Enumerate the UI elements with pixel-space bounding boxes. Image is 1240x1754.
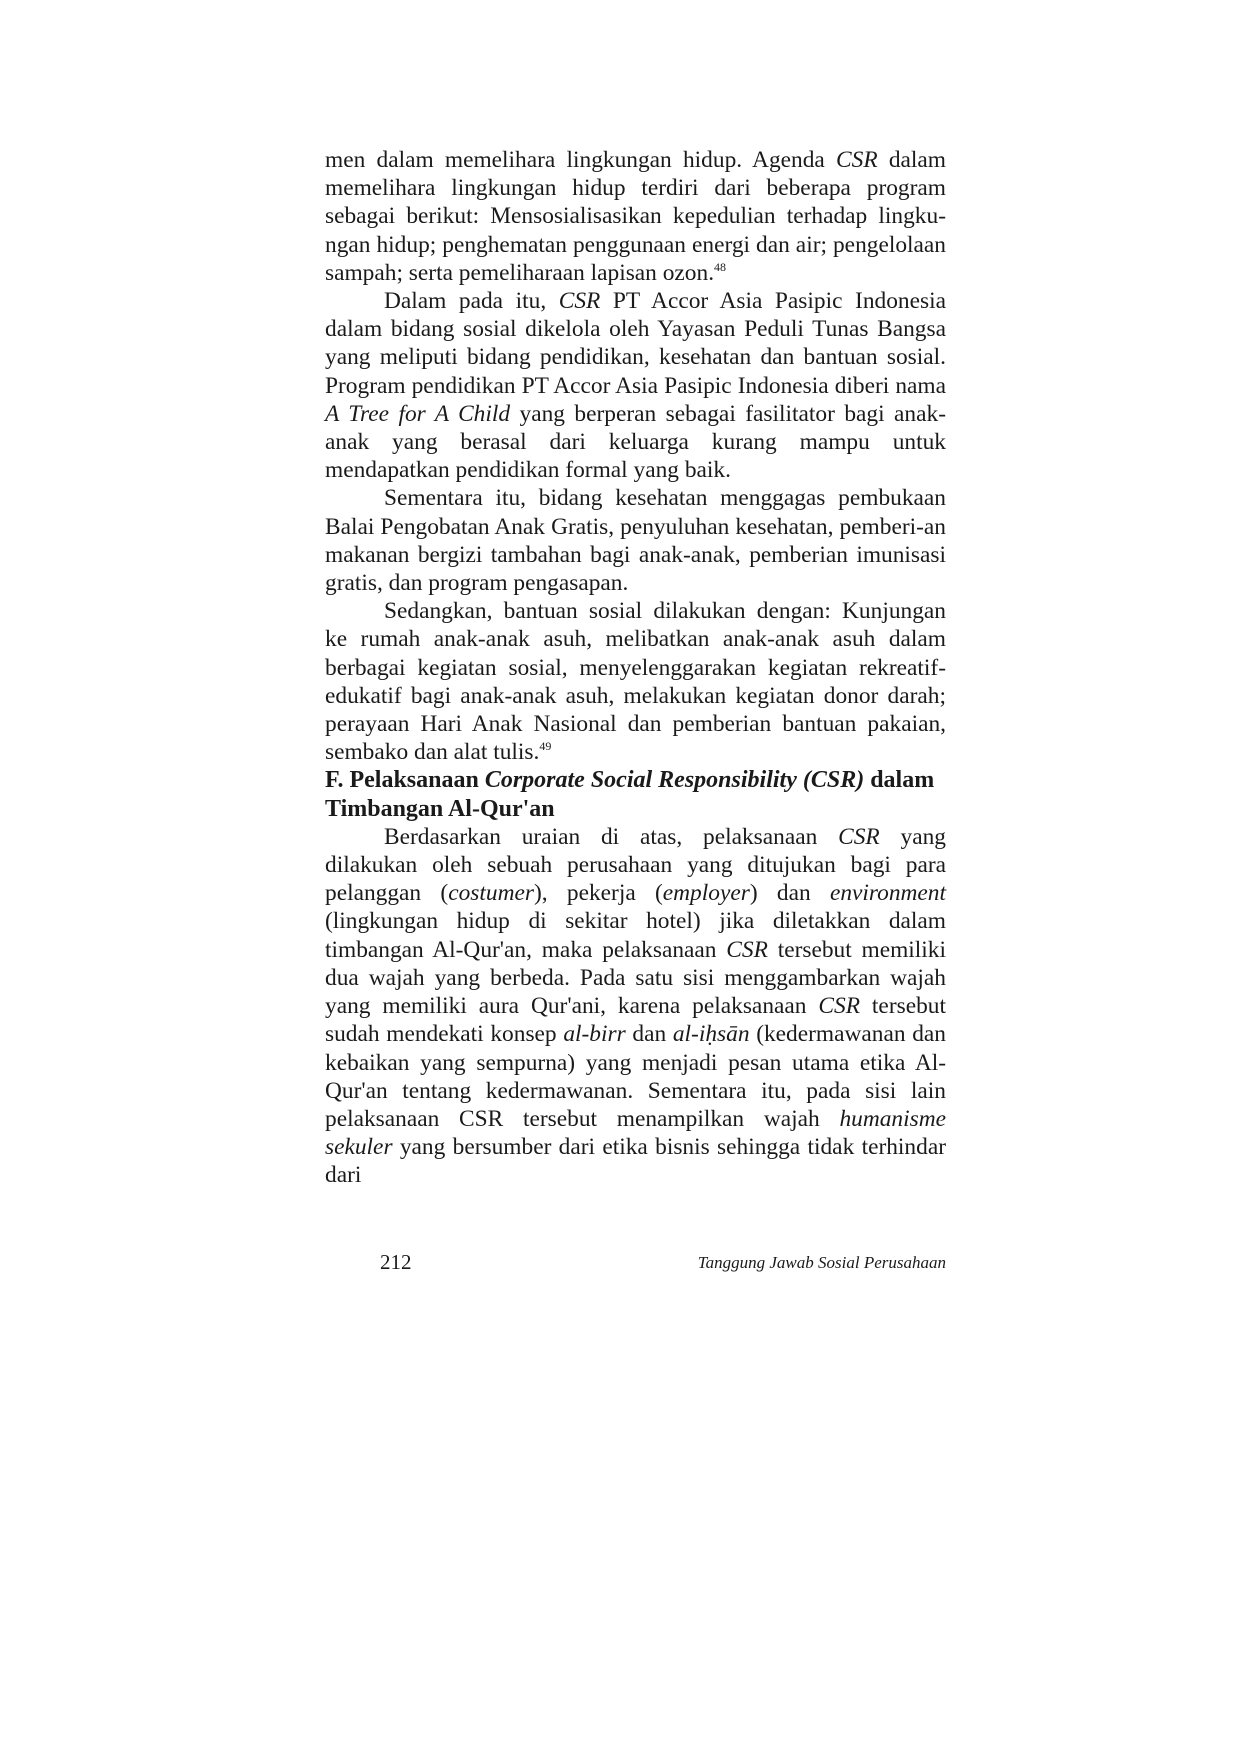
italic-term: A Tree for A Child	[325, 400, 511, 427]
page-footer	[380, 1250, 946, 1280]
italic-term: CSR	[838, 823, 880, 850]
paragraph-5	[325, 823, 946, 1190]
paragraph-1	[325, 146, 946, 287]
text-span: ), pekerja (	[533, 880, 663, 907]
text-span: tersebut sudah mendekati konsep	[325, 993, 946, 1048]
footnote-ref-49: 49	[539, 739, 552, 754]
paragraph-2	[325, 287, 946, 484]
running-title: Tanggung Jawab Sosial Perusahaan	[697, 1253, 946, 1272]
text-span: yang bersumber dari etika bisnis sehingga tidak terhindar dari	[325, 1134, 946, 1189]
italic-term: employer	[662, 880, 750, 907]
italic-term: humanisme sekuler	[325, 1105, 946, 1161]
italic-term: al-iḥsān	[672, 1021, 750, 1048]
text-span: Berdasarkan uraian di atas, pelaksanaan	[384, 823, 839, 850]
text-span: Sedangkan, bantuan sosial dilakukan dengan: Kunjungan ke rumah anak-anak asuh, melibatkan anak-anak asuh dalam berbagai kegiatan sosial, menyelenggarakan kegiatan rekreatif-edukatif bagi anak-anak asuh, melakukan kegiatan donor darah; perayaan Hari Anak Nasional dan pemberian bantuan pakaian, sembako dan alat tulis.	[325, 598, 946, 766]
text-span: (lingkungan hidup di sekitar hotel) jika diletakkan dalam timbangan Al-Qur'an, maka pelaksanaan	[325, 908, 946, 963]
text-span: yang berperan sebagai fasilitator bagi anak-anak yang berasal dari keluarga kurang mampu untuk mendapatkan pendidikan formal yang baik.	[325, 400, 946, 484]
heading-italic: Corporate Social Responsibility (CSR)	[484, 767, 865, 794]
text-span: Sementara itu, bidang kesehatan menggagas pembukaan Balai Pengobatan Anak Gratis, penyuluhan kesehatan, pemberi-an makanan bergizi tambahan bagi anak-anak, pemberian imunisasi gratis, dan program pengasapan.	[325, 485, 946, 597]
text-span: (kedermawanan dan kebaikan yang sempurna) yang menjadi pesan utama etika Al-Qur'an tentang kedermawanan. Sementara itu, pada sisi lain pelaksanaan CSR tersebut menampilkan wajah	[325, 1021, 947, 1132]
text-span: tersebut memiliki dua wajah yang berbeda. Pada satu sisi menggambarkan wajah yang memiliki aura Qur'ani, karena pelaksanaan	[325, 936, 946, 1020]
text-span: yang dilakukan oleh sebuah perusahaan yang ditujukan bagi para pelanggan (	[325, 823, 946, 907]
main-text	[325, 146, 946, 1190]
page-number: 212	[380, 1250, 412, 1274]
heading-text: dalam Timbangan Al-Qur'an	[325, 767, 935, 822]
text-span: ) dan	[749, 880, 830, 907]
text-span: men dalam memelihara lingkungan hidup. Agenda	[325, 147, 837, 173]
text-span: PT Accor Asia Pasipic Indonesia dalam bidang sosial dikelola oleh Yayasan Peduli Tunas Bangsa yang meliputi bidang pendidikan, kesehatan dan bantuan sosial. Program pendidikan PT Accor Asia Pasipic Indonesia diberi nama	[325, 288, 946, 399]
italic-term: CSR	[726, 936, 768, 963]
italic-term: CSR	[818, 993, 860, 1020]
paragraph-3	[325, 484, 946, 597]
text-span: dalam memelihara lingkungan hidup terdiri dari beberapa program sebagai berikut: Mensosialisasikan kepedulian terhadap lingku-ngan hidup; penghematan penggunaan energi dan air; pengelolaan sampah; serta pemeliharaan lapisan ozon.	[325, 147, 947, 286]
heading-text: F. Pelaksanaan	[325, 767, 485, 794]
italic-term: costumer	[448, 880, 534, 907]
italic-term: environment	[829, 880, 946, 907]
text-span: Dalam pada itu,	[384, 288, 559, 315]
italic-term: al-birr	[563, 1021, 626, 1048]
italic-term: CSR	[558, 288, 601, 315]
paragraph-4	[325, 597, 946, 766]
footnote-ref-48: 48	[714, 259, 727, 274]
text-span: dan	[625, 1021, 673, 1048]
italic-term: CSR	[836, 147, 878, 173]
section-heading	[325, 766, 946, 822]
